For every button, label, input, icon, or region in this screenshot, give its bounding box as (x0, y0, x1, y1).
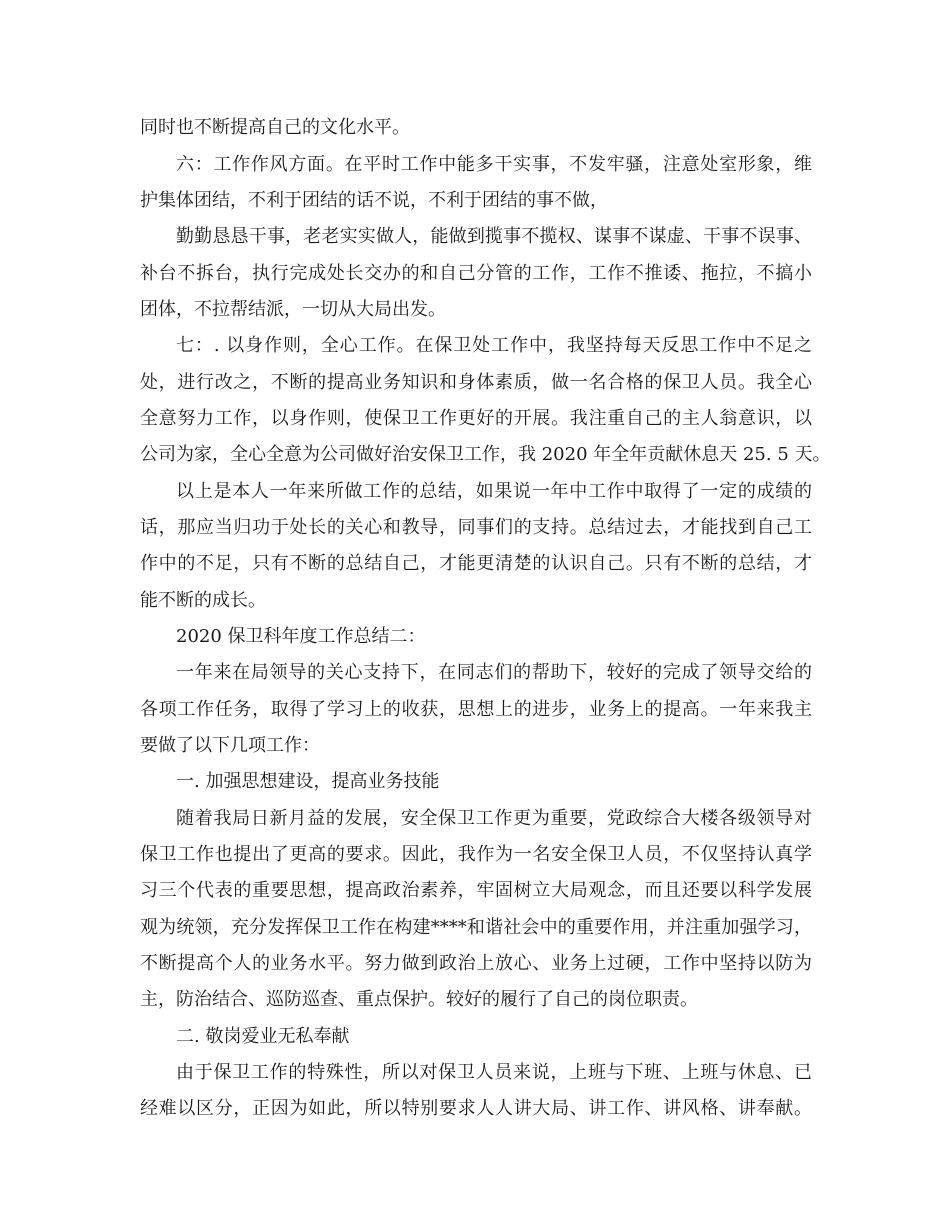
body-text-line: 团体，不拉帮结派，一切从大局出发。 (140, 299, 446, 320)
body-text-line: 七：. 以身作则，全心工作。在保卫处工作中，我坚持每天反思工作中不足之 (176, 335, 812, 356)
body-text-line: 习三个代表的重要思想，提高政治素养，牢固树立大局观念，而且还要以科学发展 (140, 880, 812, 901)
body-text-line: 勤勤恳恳干事，老老实实做人，能做到揽事不揽权、谋事不谋虚、干事不误事、 (176, 226, 812, 247)
body-text-line: 随着我局日新月益的发展，安全保卫工作更为重要，党政综合大楼各级领导对 (176, 808, 812, 829)
body-text-line: 护集体团结，不利于团结的话不说，不利于团结的事不做， (140, 190, 608, 211)
body-text-line: 保卫工作也提出了更高的要求。因此，我作为一名安全保卫人员，不仅坚持认真学 (140, 844, 812, 865)
body-text-line: 补台不拆台，执行完成处长交办的和自己分管的工作，工作不推诿、拖拉，不搞小 (140, 263, 812, 284)
body-text-line: 全意努力工作，以身作则，使保卫工作更好的开展。我注重自己的主人翁意识，以 (140, 408, 812, 429)
section-heading: 2020 保卫科年度工作总结二： (176, 626, 426, 647)
body-text-line: 经难以区分，正因为如此，所以特别要求人人讲大局、讲工作、讲风格、讲奉献。 (140, 1098, 812, 1119)
body-text-line: 能不断的成长。 (140, 590, 266, 611)
body-text-line: 一年来在局领导的关心支持下，在同志们的帮助下，较好的完成了领导交给的 (176, 662, 812, 683)
body-text-line: 以上是本人一年来所做工作的总结，如果说一年中工作中取得了一定的成绩的 (176, 481, 812, 502)
body-text-line: 公司为家，全心全意为公司做好治安保卫工作，我 2020 年全年贡献休息天 25. 5 天。 (140, 444, 831, 465)
body-text-line: 由于保卫工作的特殊性，所以对保卫人员来说，上班与下班、上班与休息、已 (176, 1062, 812, 1083)
body-text-line: 同时也不断提高自己的文化水平。 (140, 117, 410, 138)
section-heading: 一. 加强思想建设，提高业务技能 (176, 771, 440, 792)
body-text-line: 处，进行改之，不断的提高业务知识和身体素质，做一名合格的保卫人员。我全心 (140, 372, 812, 393)
body-text-line: 作中的不足，只有不断的总结自己，才能更清楚的认识自己。只有不断的总结，才 (140, 553, 812, 574)
body-text-line: 六：工作作风方面。在平时工作中能多干实事，不发牢骚，注意处室形象，维 (176, 154, 812, 175)
body-text-line: 要做了以下几项工作： (140, 735, 320, 756)
body-text-line: 观为统领，充分发挥保卫工作在构建****和谐社会中的重要作用，并注重加强学习， (140, 917, 812, 938)
body-text-line: 不断提高个人的业务水平。努力做到政治上放心、业务上过硬，工作中坚持以防为 (140, 953, 812, 974)
body-text-line: 各项工作任务，取得了学习上的收获，思想上的进步，业务上的提高。一年来我主 (140, 699, 812, 720)
section-heading: 二. 敬岗爱业无私奉献 (176, 1026, 350, 1047)
body-text-line: 话，那应当归功于处长的关心和教导，同事们的支持。总结过去，才能找到自己工 (140, 517, 812, 538)
body-text-line: 主，防治结合、巡防巡查、重点保护。较好的履行了自己的岗位职责。 (140, 989, 698, 1010)
